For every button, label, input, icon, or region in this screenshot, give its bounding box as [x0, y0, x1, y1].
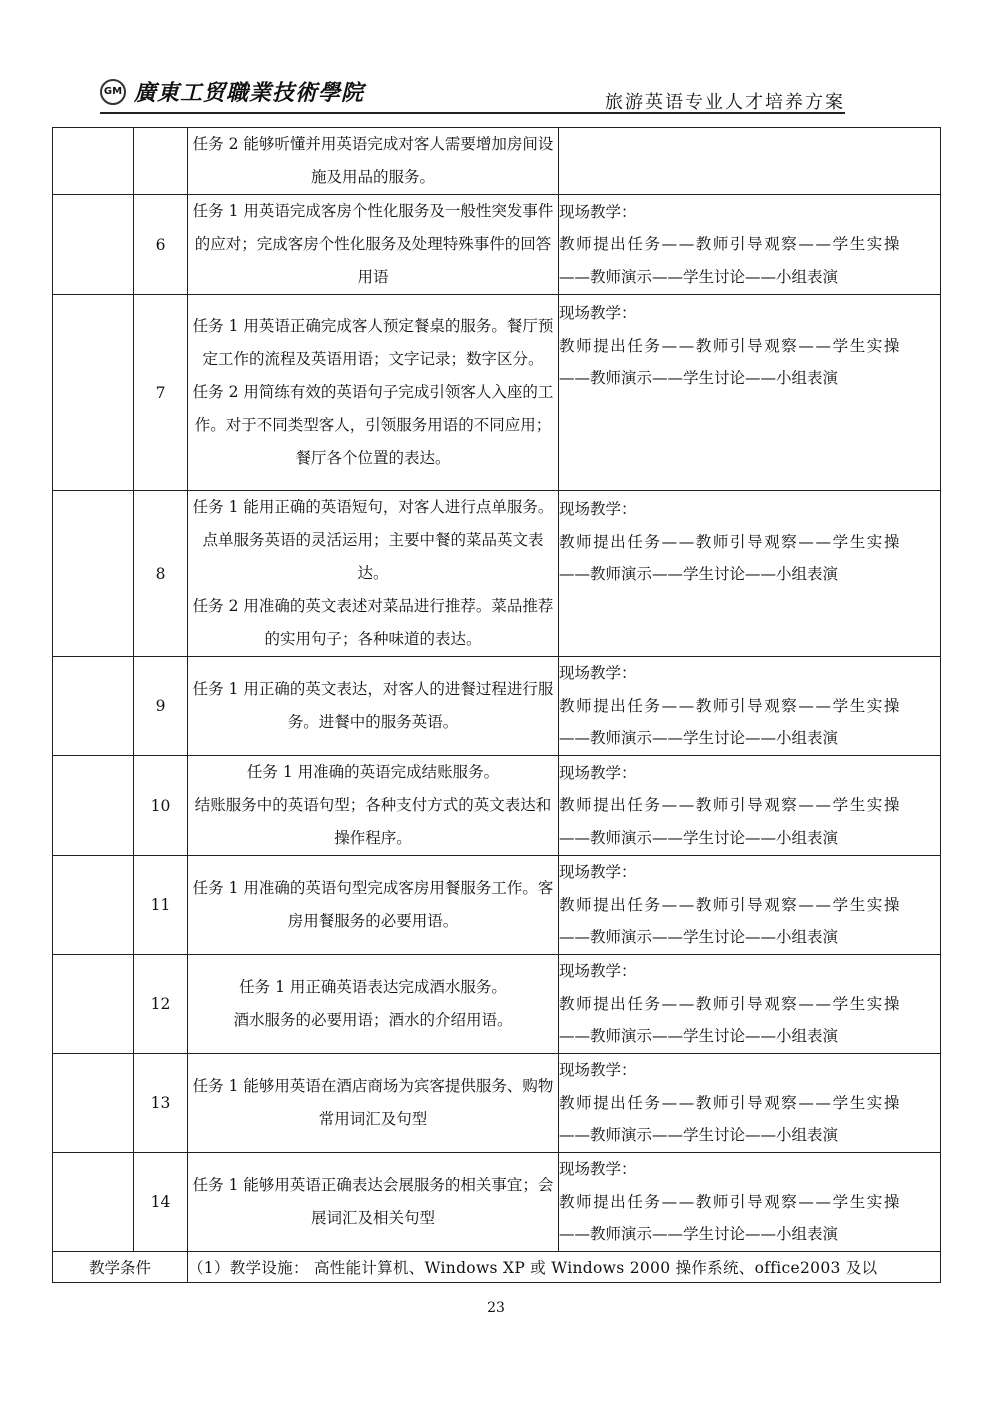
method-steps-continued: ——教师演示——学生讨论——小组表演 [559, 267, 839, 286]
school-seal-icon: GM [100, 79, 126, 105]
task-content [188, 295, 559, 491]
teaching-method [559, 195, 941, 295]
session-number: 8 [134, 491, 188, 657]
task-content [188, 657, 559, 756]
page-header [100, 70, 845, 114]
table-row [53, 657, 941, 756]
method-steps-continued: ——教师演示——学生讨论——小组表演 [559, 828, 839, 847]
table-row [53, 491, 941, 657]
method-steps: 教师提出任务——教师引导观察——学生实操 [559, 532, 902, 551]
task-item: 任务 1 能够用英语正确表达会展服务的相关事宜；会展词汇及相关句型 [192, 1176, 554, 1227]
task-item: 任务 1 能用正确的英语短句，对客人进行点单服务。点单服务英语的灵活运用；主要中餐的菜品英文表达。 [192, 498, 554, 582]
task-content [188, 491, 559, 657]
method-steps: 教师提出任务——教师引导观察——学生实操 [559, 895, 902, 914]
method-steps-continued: ——教师演示——学生讨论——小组表演 [559, 928, 839, 947]
page-number: 23 [487, 1300, 505, 1316]
category-cell [53, 491, 134, 657]
session-number: 12 [134, 955, 188, 1054]
method-steps: 教师提出任务——教师引导观察——学生实操 [559, 1093, 902, 1112]
method-steps-continued: ——教师演示——学生讨论——小组表演 [559, 729, 839, 748]
document-title: 旅游英语专业人才培养方案 [605, 92, 845, 113]
method-steps: 教师提出任务——教师引导观察——学生实操 [559, 235, 902, 254]
task-item: 任务 2 能够听懂并用英语完成对客人需要增加房间设施及用品的服务。 [192, 135, 554, 186]
session-number: 9 [134, 657, 188, 756]
task-item: 任务 1 用正确英语表达完成酒水服务。 [239, 978, 507, 996]
teaching-method [559, 657, 941, 756]
category-cell [53, 955, 134, 1054]
table-row [53, 1054, 941, 1153]
task-content [188, 1054, 559, 1153]
table-row [53, 856, 941, 955]
method-label: 现场教学： [559, 863, 637, 882]
category-cell [53, 1054, 134, 1153]
task-content [188, 955, 559, 1054]
conditions-text: （1）教学设施： 高性能计算机、Windows XP 或 Windows 2000 操作系统、office2003 及以 [188, 1252, 941, 1283]
task-item: 任务 1 用英语完成客房个性化服务及一般性突发事件的应对；完成客房个性化服务及处理特殊事件的回答用语 [192, 202, 554, 286]
category-cell [53, 295, 134, 491]
teaching-method [559, 128, 941, 195]
table-row [53, 955, 941, 1054]
task-item: 任务 1 用准确的英语句型完成客房用餐服务工作。客房用餐服务的必要用语。 [192, 879, 554, 930]
school-name: 廣東工贸職業技術學院 [134, 80, 365, 106]
task-item: 酒水服务的必要用语；酒水的介绍用语。 [233, 1011, 513, 1029]
method-steps: 教师提出任务——教师引导观察——学生实操 [559, 1192, 902, 1211]
teaching-method [559, 955, 941, 1054]
task-content [188, 1153, 559, 1252]
method-steps-continued: ——教师演示——学生讨论——小组表演 [559, 1126, 839, 1145]
method-label: 现场教学： [559, 500, 637, 518]
teaching-method [559, 856, 941, 955]
session-number: 14 [134, 1153, 188, 1252]
task-item: 任务 1 用准确的英语完成结账服务。 [246, 763, 500, 781]
session-number: 6 [134, 195, 188, 295]
table-row [53, 195, 941, 295]
session-number: 11 [134, 856, 188, 955]
task-content [188, 856, 559, 955]
task-item: 结账服务中的英语句型；各种支付方式的英文表达和操作程序。 [194, 796, 552, 847]
task-content [188, 195, 559, 295]
method-label: 现场教学： [559, 1061, 637, 1080]
conditions-label: 教学条件 [53, 1252, 188, 1283]
teaching-method [559, 295, 941, 491]
task-item: 任务 2 用准确的英文表述对菜品进行推荐。菜品推荐的实用句子；各种味道的表达。 [192, 597, 554, 648]
table-row [53, 756, 941, 856]
method-steps: 教师提出任务——教师引导观察——学生实操 [559, 336, 902, 355]
method-label: 现场教学： [559, 763, 637, 782]
method-label: 现场教学： [559, 962, 637, 981]
task-item: 任务 2 用简练有效的英语句子完成引领客人入座的工作。对于不同类型客人，引领服务用语的不同应用；餐厅各个位置的表达。 [192, 383, 554, 467]
method-steps: 教师提出任务——教师引导观察——学生实操 [559, 796, 902, 815]
teaching-method [559, 756, 941, 856]
category-cell [53, 756, 134, 856]
task-content [188, 756, 559, 856]
category-cell [53, 1153, 134, 1252]
category-cell [53, 128, 134, 195]
conditions-row [53, 1252, 941, 1283]
teaching-method [559, 1054, 941, 1153]
task-item: 任务 1 能够用英语在酒店商场为宾客提供服务、购物常用词汇及句型 [192, 1077, 554, 1128]
category-cell [53, 856, 134, 955]
task-item: 任务 1 用正确的英文表达，对客人的进餐过程进行服务。进餐中的服务英语。 [192, 680, 554, 731]
method-steps-continued: ——教师演示——学生讨论——小组表演 [559, 1225, 839, 1244]
method-label: 现场教学： [559, 202, 637, 221]
session-number: 10 [134, 756, 188, 856]
teaching-method [559, 1153, 941, 1252]
method-label: 现场教学： [559, 664, 637, 683]
table-row [53, 128, 941, 195]
task-item: 任务 1 用英语正确完成客人预定餐桌的服务。餐厅预定工作的流程及英语用语；文字记录；数字区分。 [192, 317, 554, 368]
session-number [134, 128, 188, 195]
method-label: 现场教学： [559, 304, 637, 322]
method-steps-continued: ——教师演示——学生讨论——小组表演 [559, 1027, 839, 1046]
school-logo [100, 76, 364, 107]
method-steps-continued: ——教师演示——学生讨论——小组表演 [559, 565, 839, 583]
session-number: 13 [134, 1054, 188, 1153]
session-number: 7 [134, 295, 188, 491]
course-plan-table [52, 127, 941, 1283]
category-cell [53, 195, 134, 295]
method-steps: 教师提出任务——教师引导观察——学生实操 [559, 994, 902, 1013]
category-cell [53, 657, 134, 756]
task-content [188, 128, 559, 195]
method-label: 现场教学： [559, 1160, 637, 1179]
table-row [53, 295, 941, 491]
table-row [53, 1153, 941, 1252]
teaching-method [559, 491, 941, 657]
method-steps: 教师提出任务——教师引导观察——学生实操 [559, 696, 902, 715]
method-steps-continued: ——教师演示——学生讨论——小组表演 [559, 369, 839, 387]
